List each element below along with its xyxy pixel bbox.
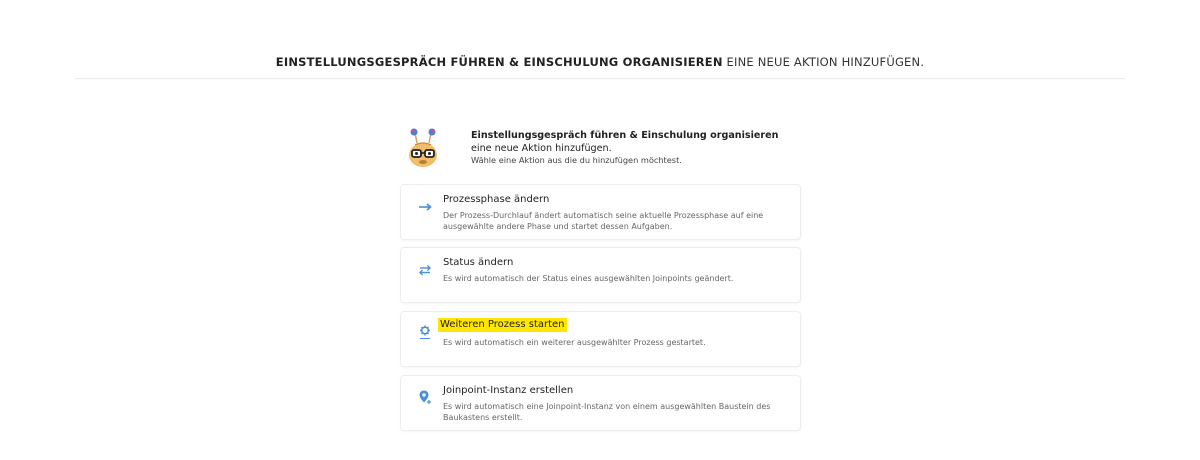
- action-description: Es wird automatisch eine Joinpoint-Instanz von einem ausgewählten Baustein des Baukastens erstellt.: [443, 402, 771, 422]
- action-card-prozessphase-aendern[interactable]: [400, 184, 801, 240]
- action-card-weiteren-prozess-starten[interactable]: [400, 311, 801, 367]
- page-header: [75, 0, 1125, 79]
- intro-heading: [471, 129, 791, 155]
- gear-start-icon: [417, 324, 433, 340]
- action-card-status-aendern[interactable]: [400, 247, 801, 303]
- intro-subtitle: Wähle eine Aktion aus die du hinzufügen möchtest.: [471, 155, 682, 165]
- page-title-bold: EINSTELLUNGSGESPRÄCH FÜHREN & EINSCHULUNG ORGANISIEREN: [275, 55, 723, 69]
- page-title: [75, 55, 1125, 69]
- action-description: Es wird automatisch ein weiterer ausgewählter Prozess gestartet.: [443, 338, 706, 347]
- intro-heading-light: eine neue Aktion hinzufügen.: [471, 143, 612, 154]
- page-title-light: EINE NEUE AKTION HINZUFÜGEN.: [722, 55, 925, 69]
- action-title: Joinpoint-Instanz erstellen: [443, 385, 574, 396]
- arrow-right-icon: [417, 199, 433, 215]
- action-card-joinpoint-instanz-erstellen[interactable]: [400, 375, 801, 431]
- mascot-icon: [405, 125, 441, 169]
- intro-heading-bold: Einstellungsgespräch führen & Einschulung organisieren: [471, 130, 779, 141]
- swap-arrows-icon: [417, 262, 433, 278]
- action-description: Es wird automatisch der Status eines ausgewählten Joinpoints geändert.: [443, 274, 734, 283]
- action-title: Status ändern: [443, 257, 514, 268]
- action-title: Prozessphase ändern: [443, 194, 550, 205]
- action-description: Der Prozess-Durchlauf ändert automatisch seine aktuelle Prozessphase auf eine ausgewählte andere Phase und startet dessen Aufgaben.: [443, 211, 764, 231]
- intro-section: [405, 125, 805, 170]
- pin-add-icon: [417, 389, 433, 405]
- action-title: Weiteren Prozess starten: [440, 319, 565, 330]
